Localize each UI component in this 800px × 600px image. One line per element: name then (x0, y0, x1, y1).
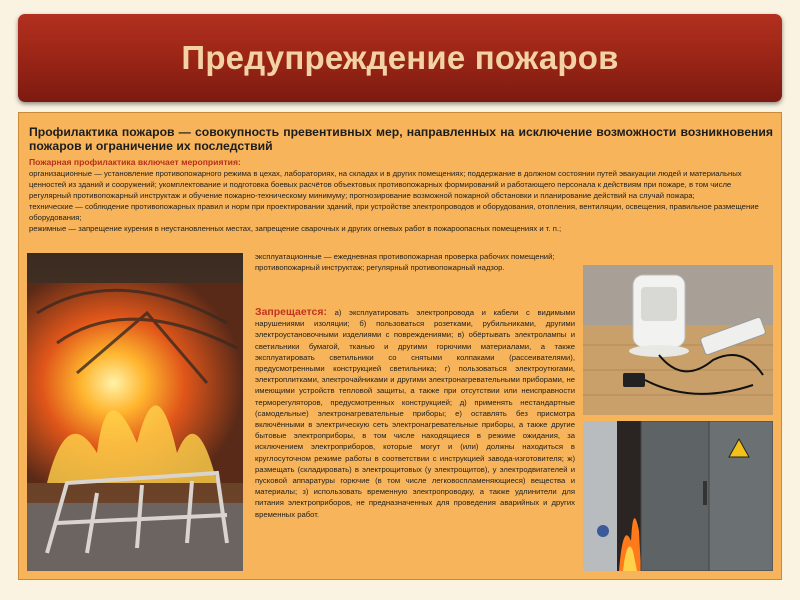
heater-photo (583, 265, 773, 415)
forbidden-block (255, 307, 575, 520)
page-title: Предупреждение пожаров (181, 39, 619, 76)
forbidden-label: Запрещается: (255, 306, 328, 318)
lead-definition: Профилактика пожаров — совокупность превентивных мер, направленных на исключение возможности возникновения пожаров и ограничение их последствий (29, 125, 773, 153)
forbidden-text: а) эксплуатировать электропровода и кабели с видимыми нарушениями изоляции; б) пользоваться розетками, рубильниками, другими электроустановочными изделиями с повреждениями; в) обёртывать электролампы и светильники бумагой, тканью и другими горючими материалами, а также эксплуатировать светильники со снятыми колпаками (рассеивателями), предусмотренными конструкцией светильника; г) пользоваться электроутюгами, электроплитками, электрочайниками и другими электронагревательными приборами, не имеющими устройств тепловой защиты, а также при отсутствии или неисправности терморегуляторов, предусмотренных конструкцией; д) применять нестандартные (самодельные) электронагревательные приборы; е) оставлять без присмотра включёнными в электрическую сеть электронагревательные приборы, а также другие бытовые электроприборы, в том числе находящиеся в режиме ожидания, за исключением электроприборов, которые могут и (или) должны находиться в круглосуточном режиме работы в соответствии с инструкцией завода-изготовителя; ж) размещать (складировать) в электрощитовых (у электрощитов), у электродвигателей и пусковой аппаратуры горючие (в том числе легковоспламеняющиеся) вещества и материалы; з) использовать временную электропроводку, а также удлинители для питания электроприборов, не предназначенных для проведения аварийных и других временных работ. (255, 308, 575, 519)
operational-measures: эксплуатационные — ежедневная противопожарная проверка рабочих помещений; противопожарный инструктаж; регулярный противопожарный надзор. (255, 252, 555, 272)
measure-regime: режимные — запрещение курения в неустановленных местах, запрещение сварочных и других огневых работ в пожароопасных помещениях и т. п.; (29, 224, 562, 233)
cabinet-photo (583, 421, 773, 571)
title-banner (18, 14, 782, 102)
content-panel (18, 112, 782, 580)
fire-photo (27, 253, 243, 571)
measures-list (29, 168, 773, 234)
measures-subheading: Пожарная профилактика включает мероприятия: (29, 157, 241, 167)
measure-technical: технические — соблюдение противопожарных правил и норм при проектировании зданий, при устройстве электропроводов и оборудования, отопления, вентиляции, освещения, правильное размещение оборудования; (29, 202, 759, 222)
measure-organizational: организационные — установление противопожарного режима в цехах, лабораториях, на складах и в других помещениях; поддержание в должном состоянии путей эвакуации людей и материальных ценностей из зданий и сооружений; укомплектование и подготовка боевых расчётов объектовых противопожарных формирований и работающего персонала к действиям при пожаре, в том числе регулярный противопожарный инструктаж и обучение пожарно-техническому минимуму; прогнозирование возможной пожарной обстановки и планирование действий на случай пожара; (29, 169, 742, 200)
